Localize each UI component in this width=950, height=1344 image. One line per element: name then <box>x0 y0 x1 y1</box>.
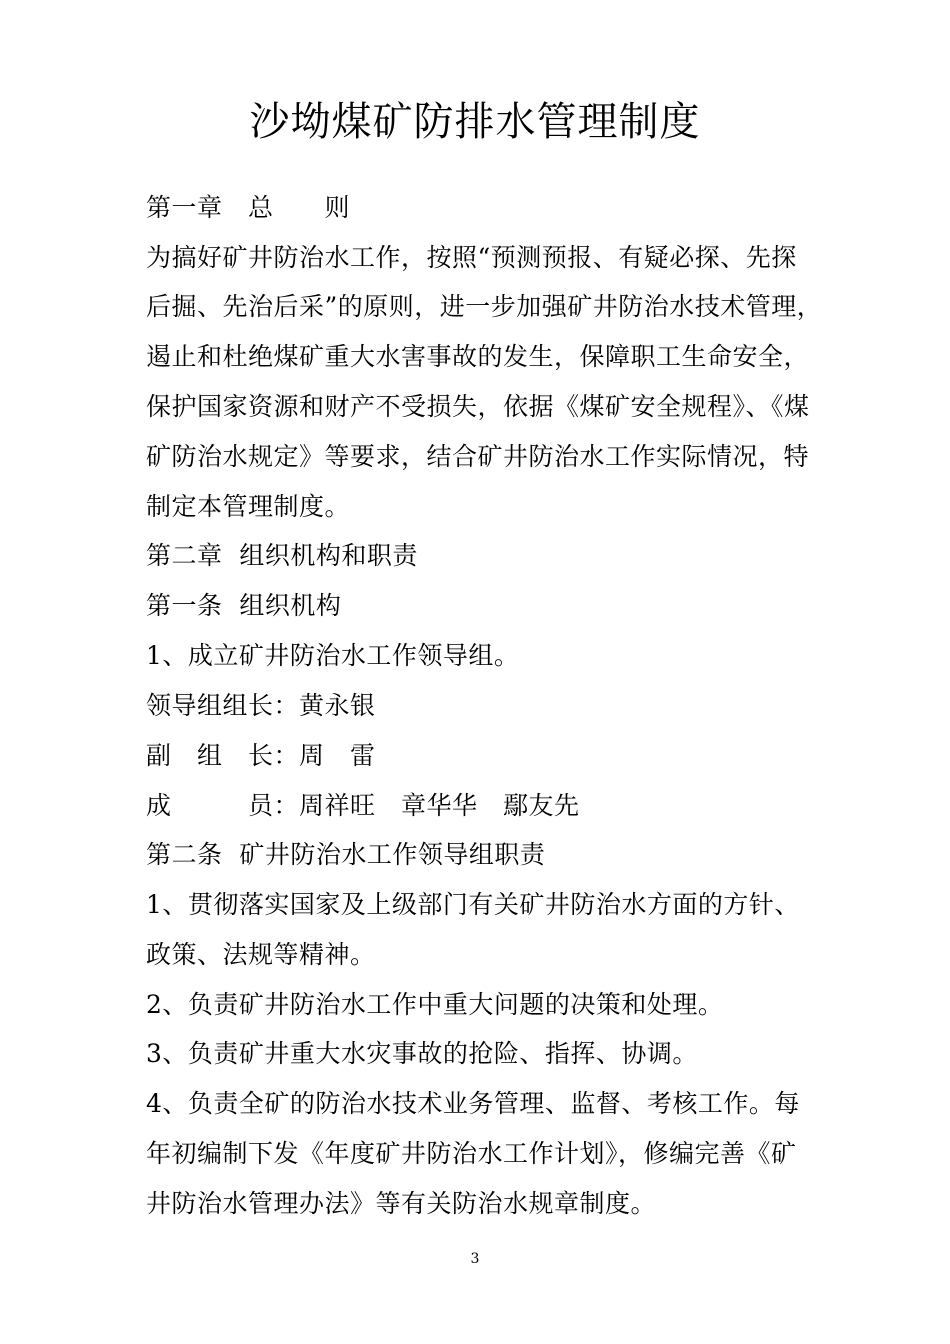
chapter-heading: 第一章 总 则 <box>146 193 351 222</box>
paragraph-line: 政策、法规等精神。 <box>146 940 376 969</box>
list-item: 1、贯彻落实国家及上级部门有关矿井防治水方面的方针、 <box>146 890 800 919</box>
list-item: 4、负责全矿的防治水技术业务管理、监督、考核工作。每 <box>146 1089 800 1118</box>
article-heading: 第二条 矿井防治水工作领导组职责 <box>146 840 546 869</box>
paragraph-line: 年初编制下发《年度矿井防治水工作计划》，修编完善《矿 <box>146 1139 797 1168</box>
paragraph-line: 为搞好矿井防治水工作，按照“预测预报、有疑必探、先探 <box>146 243 797 272</box>
member-line: 领导组组长：黄永银 <box>146 691 376 720</box>
paragraph-line: 制定本管理制度。 <box>146 492 351 521</box>
paragraph-line: 遏止和杜绝煤矿重大水害事故的发生，保障职工生命安全， <box>146 342 810 371</box>
article-heading: 第一条 组织机构 <box>146 591 342 620</box>
paragraph-line: 后掘、先治后采”的原则，进一步加强矿井防治水技术管理， <box>146 292 823 321</box>
list-item: 3、负责矿井重大水灾事故的抢险、指挥、协调。 <box>146 1039 698 1068</box>
member-line: 成 员：周祥旺 章华华 鄢友先 <box>146 791 580 820</box>
list-item: 2、负责矿井防治水工作中重大问题的决策和处理。 <box>146 990 724 1019</box>
page-number: 3 <box>470 1251 480 1267</box>
chapter-heading: 第二章 组织机构和职责 <box>146 541 418 570</box>
member-line: 副 组 长：周 雷 <box>146 741 376 770</box>
document-title: 沙坳煤矿防排水管理制度 <box>249 99 701 145</box>
list-item: 1、成立矿井防治水工作领导组。 <box>146 641 520 670</box>
paragraph-line: 矿防治水规定》等要求，结合矿井防治水工作实际情况，特 <box>146 442 810 471</box>
paragraph-line: 井防治水管理办法》等有关防治水规章制度。 <box>146 1189 657 1218</box>
paragraph-line: 保护国家资源和财产不受损失，依据《煤矿安全规程》、《煤 <box>146 392 810 421</box>
